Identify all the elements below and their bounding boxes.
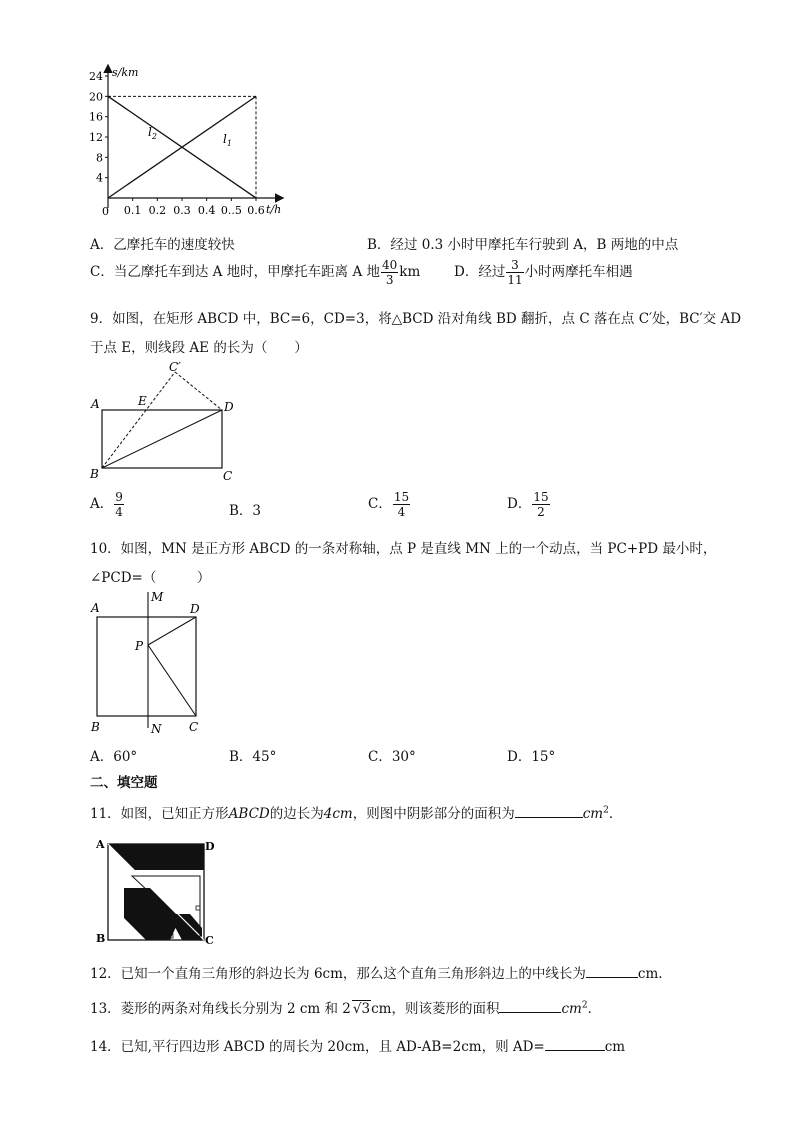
fraction-numerator: 15	[393, 490, 410, 504]
fraction-denominator: 2	[537, 505, 545, 519]
q13-radicand: √3	[352, 1001, 371, 1017]
fraction-denominator: 4	[397, 505, 406, 519]
q10-option-c: C．30°	[368, 749, 416, 765]
segment-bc-prime	[102, 372, 175, 468]
y-tick-label: 24	[89, 70, 103, 83]
point-c-label: C	[205, 934, 214, 947]
q8-option-c	[90, 258, 420, 287]
q8-option-d-fraction	[506, 258, 523, 287]
diagonal-bd	[102, 410, 222, 468]
x-tick-label: 0.2	[148, 204, 167, 217]
q11-stem	[90, 802, 622, 822]
segment-pc	[148, 645, 196, 716]
q13-answer-blank[interactable]	[499, 1012, 561, 1013]
q13-unit-exponent: 2	[581, 1000, 588, 1011]
x-tick-label: 0.3	[173, 204, 191, 217]
point-a-label: A	[96, 838, 105, 851]
q10-option-d: D．15°	[507, 749, 556, 765]
q9-rectangle-figure	[88, 358, 248, 486]
q9-option-d-label: D．	[507, 496, 532, 512]
point-e-label: E	[138, 394, 147, 408]
fraction-denominator: 3	[385, 273, 394, 287]
fraction-numerator: 3	[506, 258, 523, 273]
q9-stem-line1: 9．如图，在矩形 ABCD 中，BC=6，CD=3，将△BCD 沿对角线 BD 翻折，点 C 落在点 C′处，BC′交 AD	[90, 311, 742, 327]
q10-stem-line1: 10．如图，MN 是正方形 ABCD 的一条对称轴，点 P 是直线 MN 上的一个动点，当 PC+PD 最小时，	[90, 541, 717, 557]
segment-pd	[148, 617, 196, 645]
q9-option-b: B．3	[229, 503, 262, 519]
q9-option-a-label: A．	[90, 496, 114, 512]
distance-time-chart	[88, 58, 298, 223]
fraction-denominator: 4	[115, 505, 123, 519]
y-tick-label: 16	[89, 110, 103, 124]
q9-option-c	[368, 490, 411, 519]
x-tick-label: 0.1	[123, 204, 142, 217]
q8-option-c-unit: km	[399, 264, 421, 280]
q8-option-d-text: D．经过	[454, 264, 506, 280]
q14-stem	[90, 1035, 625, 1055]
y-tick-label: 20	[89, 90, 103, 104]
point-d-label: D	[224, 400, 234, 414]
q11-text-3: ，则图中阴影部分的面积为	[352, 806, 515, 822]
point-c-prime-label: C′	[169, 360, 181, 374]
q12-stem	[90, 962, 663, 982]
y-axis-label: s/km	[112, 66, 139, 79]
x-tick-label: 0..5	[220, 204, 242, 217]
q11-unit: cm	[582, 806, 604, 822]
q13-text-2: cm，则该菱形的面积	[371, 1001, 500, 1017]
y-tick-label: 8	[96, 151, 103, 165]
fraction-numerator: 40	[382, 258, 398, 272]
point-n-label: N	[151, 722, 162, 736]
q11-unit-exponent: 2	[603, 805, 609, 816]
label-l2: $l_2$	[148, 125, 157, 141]
origin-label: 0	[102, 205, 109, 218]
y-tick-label: 12	[89, 131, 103, 144]
point-c-label: C	[189, 720, 199, 734]
q8-option-c-fraction	[381, 258, 398, 287]
point-b-label: B	[90, 467, 99, 481]
q11-text-1: 11．如图，已知正方形	[90, 806, 229, 822]
q14-answer-blank[interactable]	[545, 1050, 605, 1051]
x-axis-label: t/h	[266, 203, 282, 216]
point-c-label: C	[223, 469, 233, 483]
q8-option-d-text-end: 小时两摩托车相遇	[524, 264, 633, 280]
q9-option-a-fraction	[114, 490, 124, 519]
section-title: 二、填空题	[90, 775, 158, 791]
y-tick-label: 4	[96, 171, 103, 185]
point-d-label: D	[190, 602, 200, 616]
q13-text-1: 13．菱形的两条对角线长分别为 2 cm 和 2	[90, 1001, 351, 1017]
q12-unit: cm.	[637, 966, 663, 982]
fraction-numerator: 9	[115, 490, 123, 504]
q8-option-d	[454, 258, 633, 287]
point-b-label: B	[96, 932, 106, 945]
q11-shaded-square-figure	[92, 836, 222, 948]
q9-stem-line2: 于点 E，则线段 AE 的长为（ ）	[90, 340, 308, 356]
segment-dc-prime	[175, 372, 222, 410]
q14-unit: cm	[604, 1039, 626, 1055]
point-m-label: M	[151, 590, 164, 604]
q9-option-c-label: C．	[368, 496, 392, 512]
q11-end: ．	[608, 806, 623, 822]
q10-stem-line2: ∠PCD=（ ）	[90, 570, 211, 586]
q11-text-2: 的边长为	[269, 806, 324, 822]
q10-option-b: B．45°	[229, 749, 277, 765]
q10-square-figure	[88, 588, 218, 738]
label-l1: $l_1$	[223, 132, 232, 148]
q13-unit: cm	[561, 1001, 582, 1017]
q8-option-c-text: C．当乙摩托车到达 A 地时，甲摩托车距离 A 地	[90, 264, 380, 280]
q9-option-a	[90, 490, 125, 519]
fraction-numerator: 15	[533, 490, 549, 504]
point-p-label: P	[135, 639, 144, 653]
x-tick-label: 0.4	[197, 204, 216, 217]
q13-stem	[90, 997, 601, 1017]
point-a-label: A	[91, 601, 100, 615]
q12-answer-blank[interactable]	[586, 977, 638, 978]
q8-option-b: B．经过 0.3 小时甲摩托车行驶到 A，B 两地的中点	[367, 237, 679, 253]
q8-option-a: A．乙摩托车的速度较快	[90, 237, 235, 253]
point-a-label: A	[91, 397, 100, 411]
fraction-denominator: 11	[507, 273, 523, 287]
q9-option-d	[507, 490, 551, 519]
q14-text: 14．已知,平行四边形 ABCD 的周长为 20cm，且 AD-AB=2cm，则 AD=	[90, 1039, 545, 1055]
q11-square-name: ABCD	[228, 806, 270, 822]
q13-end: ．	[587, 1001, 602, 1017]
x-tick-label: 0.6	[247, 204, 265, 217]
point-d-label: D	[205, 840, 215, 853]
square-abcd	[97, 617, 196, 716]
q11-answer-blank[interactable]	[515, 817, 583, 818]
q10-option-a: A．60°	[90, 749, 138, 765]
q11-side-length: 4cm	[323, 806, 353, 822]
q12-text: 12．已知一个直角三角形的斜边长为 6cm，那么这个直角三角形斜边上的中线长为	[90, 966, 586, 982]
point-b-label: B	[91, 720, 100, 734]
q9-option-c-fraction	[393, 490, 410, 519]
q9-option-d-fraction	[532, 490, 549, 519]
